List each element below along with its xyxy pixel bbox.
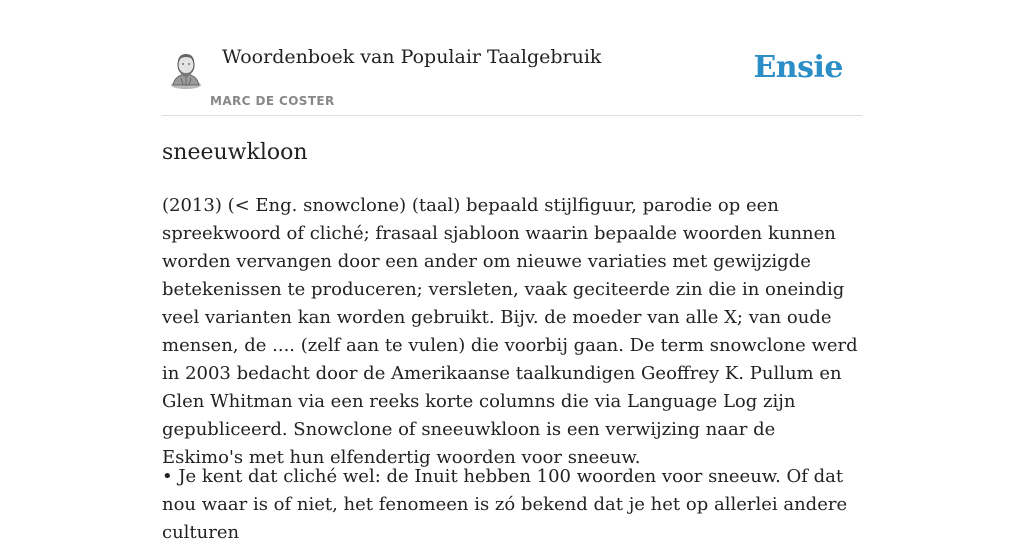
author-name[interactable]: MARC DE COSTER xyxy=(210,94,335,108)
author-portrait-icon xyxy=(169,51,203,89)
entry-definition: (2013) (< Eng. snowclone) (taal) bepaald stijlfiguur, parodie op een spreekwoord of cliché; frasaal sjabloon waarin bepaalde woorden kunnen worden vervangen door een ander om nieuwe variaties met gewijzigde betekenissen te produceren; versleten, vaak geciteerde zin die in oneindig veel varianten kan worden gebruikt. Bijv. de moeder van alle X; van oude mensen, de .... (zelf aan te vulen) die voorbij gaan. De term snowclone werd in 2003 bedacht door de Amerikaanse taalkundigen Geoffrey K. Pullum en Glen Whitman via een reeks korte columns die via Language Log zijn gepubliceerd. Snowclone of sneeuwkloon is een verwijzing naar de Eskimo's met hun elfendertig woorden voor sneeuw. xyxy=(162,195,858,468)
entry-header xyxy=(162,0,862,116)
dictionary-title[interactable]: Woordenboek van Populair Taalgebruik xyxy=(222,46,602,68)
ensie-logo-link[interactable]: Ensie xyxy=(753,50,843,85)
entry-term: sneeuwkloon xyxy=(162,140,308,165)
entry-example: • Je kent dat cliché wel: de Inuit hebben 100 woorden voor sneeuw. Of dat nou waar is of niet, het fenomeen is zó bekend dat je het op allerlei andere culturen xyxy=(162,466,848,543)
page-container xyxy=(162,0,862,543)
